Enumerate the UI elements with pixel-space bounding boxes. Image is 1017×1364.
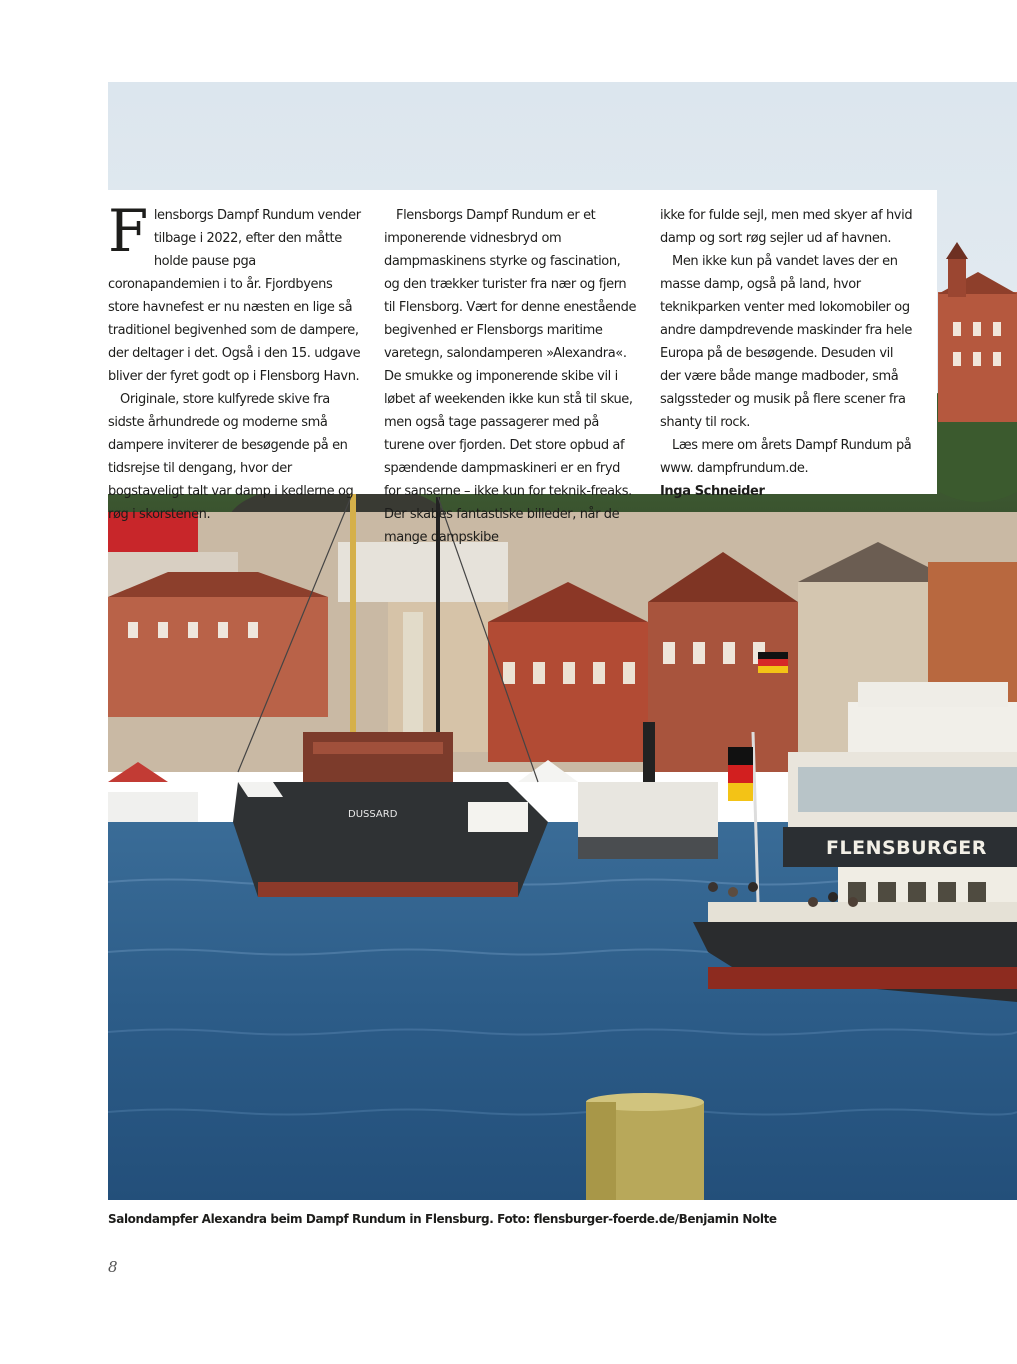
article-body	[108, 190, 937, 545]
photo-caption: Salondampfer Alexandra beim Dampf Rundum in Flensburg. Foto: flensburger-foerde.de/Benjamin Nolte	[108, 1212, 777, 1226]
article-column-2	[384, 204, 639, 549]
article-paragraph: Flensborgs Dampf Rundum er et imponerende vidnesbryd om dampmaskinens styrke og fascination, og den trækker turister fra nær og fjern til Flensborg. Vært for denne enestående begivenhed er Flensborgs maritime varetegn, salondamperen »Alexandra«. De smukke og imponerende skibe vil i løbet af weekenden ikke kun stå til skue, men også tage passagerer med på turene over fjorden. Det store opbud af spændende dampmaskineri er en fryd for sanserne – ikke kun for teknik-freaks. Der skabes fantastiske billeder, når de mange dampskibe	[384, 208, 637, 545]
author-name: Inga Schneider	[660, 484, 765, 499]
article-paragraph: ikke for fulde sejl, men med skyer af hvid damp og sort røg sejler ud af havnen.	[660, 208, 913, 246]
article-paragraph: Læs mere om årets Dampf Rundum på www. dampfrundum.de.	[660, 438, 912, 476]
article-paragraph: Originale, store kulfyrede skive fra sidste århundrede og moderne små dampere inviterer de besøgende på en tidsrejse til dengang, hvor der bogstaveligt talt var damp i kedlerne og røg i skorstenen.	[108, 392, 354, 522]
article-column-1	[108, 197, 363, 526]
drop-cap: F	[108, 197, 148, 265]
article-paragraph: Men ikke kun på vandet laves der en masse damp, også på land, hvor teknikparken venter med lokomobiler og andre dampdrevende maskinder fra hele Europa på de besøgende. Desuden vil der være både mange madboder, små salgssteder og musik på flere scener fra shanty til rock.	[660, 254, 912, 430]
tug-name-label: DUSSARD	[348, 809, 398, 820]
paragraph-text: lensborgs Dampf Rundum vender tilbage i 2022, efter den måtte holde pause pga coronapandemien i to år. Fjordbyens store havnefest er nu næsten en lige så traditionel begivenhed som de dampere, der deltager i det. Også i den 15. udgave bliver der fyret godt op i Flensborg Havn.	[108, 208, 361, 384]
ship-name-label: FLENSBURGER	[826, 837, 987, 859]
article-column-3	[660, 204, 915, 503]
page-number: 8	[108, 1258, 118, 1276]
article-paragraph	[108, 197, 363, 388]
